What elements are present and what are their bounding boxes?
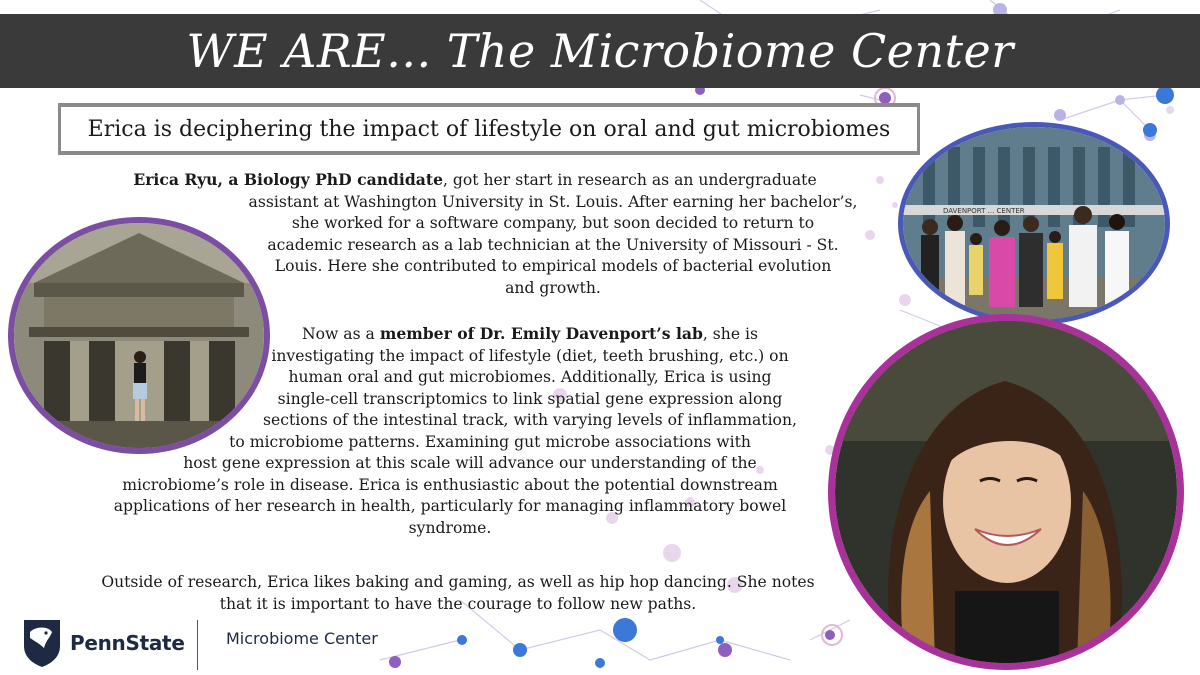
- para2-line-4: single-cell transcriptomics to link spatial gene expression along: [277, 389, 783, 408]
- lab-bold: member of Dr. Emily Davenport’s lab: [379, 324, 703, 343]
- footer-divider: [197, 620, 198, 670]
- para2-line-5: sections of the intestinal track, with varying levels of inflammation,: [263, 411, 797, 429]
- para1-line-4: academic research as a lab technician at the University of Missouri - St.: [267, 235, 839, 254]
- nittany-lion-shield-icon: [22, 618, 62, 668]
- para2-line-7: host gene expression at this scale will advance our understanding of the: [183, 454, 757, 472]
- para2-line-9: applications of her research in health, particularly for managing inflammatory bowel: [113, 497, 787, 515]
- paragraph-hobbies: [58, 572, 858, 615]
- para2-line-10: syndrome.: [408, 518, 492, 537]
- title-bar: [0, 14, 1200, 88]
- para1-line-2: assistant at Washington University in St. Louis. After earning her bachelor’s,: [248, 192, 858, 211]
- page-title: WE ARE... The Microbiome Center: [186, 24, 1014, 78]
- subtitle-box: [58, 103, 920, 155]
- temple-photo: [8, 217, 270, 454]
- para2-line-8: microbiome’s role in disease. Erica is enthusiastic about the potential downstream: [122, 475, 778, 494]
- para2-line-3: human oral and gut microbiomes. Additionally, Erica is using: [288, 368, 772, 386]
- para3-line-2: that it is important to have the courage to follow new paths.: [219, 594, 697, 613]
- para2-line-1: Now as a member of Dr. Emily Davenport’s lab, she is: [301, 324, 759, 343]
- pennstate-logo: [22, 618, 185, 668]
- para2-line-6: to microbiome patterns. Examining gut microbe associations with: [229, 432, 751, 451]
- para3-line-1: Outside of research, Erica likes baking and gaming, as well as hip hop dancing. She notes: [101, 573, 815, 591]
- intro-bold: Erica Ryu, a Biology PhD candidate: [133, 170, 443, 189]
- para1-line-6: and growth.: [505, 278, 601, 297]
- para1-line-5: Louis. Here she contributed to empirical models of bacterial evolution: [274, 257, 832, 275]
- para1-line-1: Erica Ryu, a Biology PhD candidate, got her start in research as an undergraduate: [133, 170, 817, 189]
- building-sign: DAVENPORT ... CENTER: [943, 207, 1025, 215]
- group-photo: [898, 122, 1170, 325]
- portrait-photo: [828, 314, 1184, 670]
- para2-line-2: investigating the impact of lifestyle (diet, teeth brushing, etc.) on: [271, 346, 789, 365]
- subtitle: Erica is deciphering the impact of lifestyle on oral and gut microbiomes: [87, 116, 891, 142]
- para1-line-3: she worked for a software company, but soon decided to return to: [291, 214, 815, 232]
- pennstate-wordmark: PennState: [70, 631, 185, 655]
- microbiome-center-label: Microbiome Center: [226, 629, 378, 648]
